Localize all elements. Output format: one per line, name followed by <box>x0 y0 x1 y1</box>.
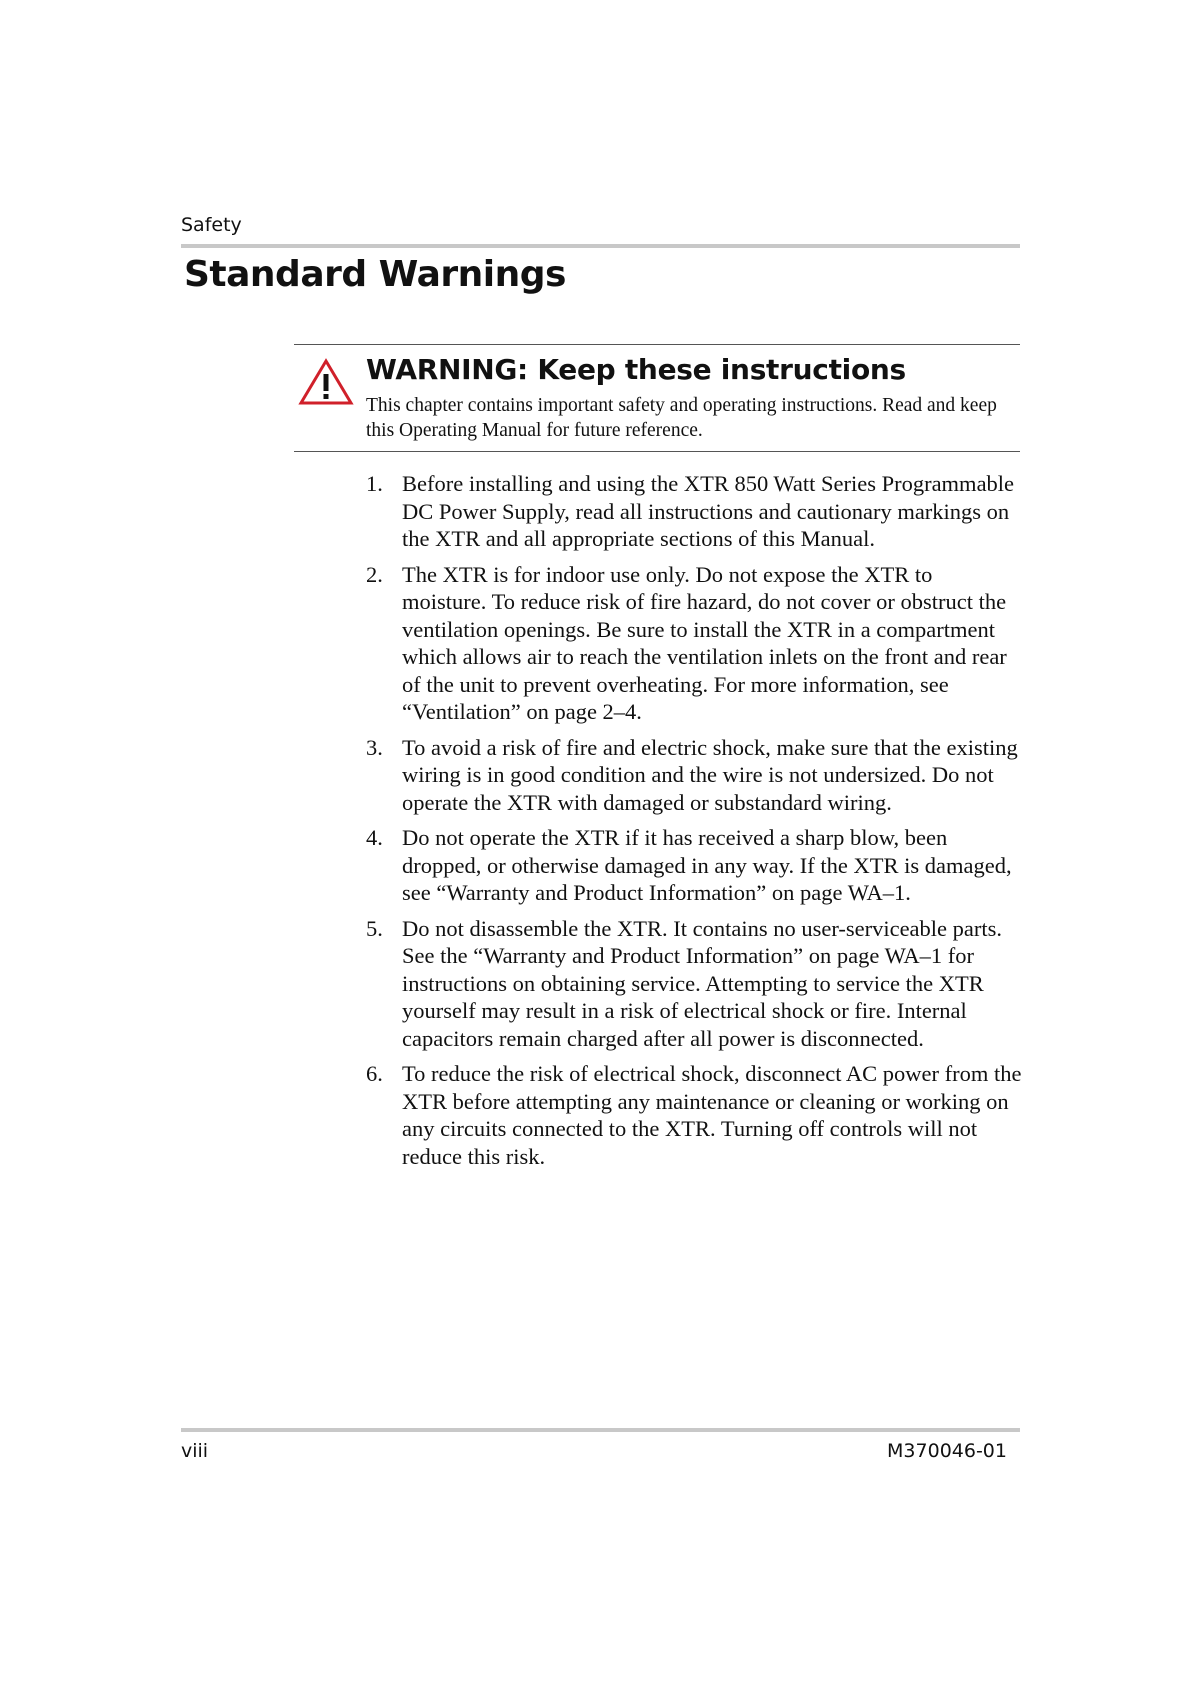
list-item-number: 1. <box>366 471 383 496</box>
warning-heading: WARNING: Keep these instructions <box>366 353 906 386</box>
list-item-text: Do not disassemble the XTR. It contains no user-serviceable parts. See the “Warranty and Product Information” on page WA–1 for instructions on obtaining service. Attempting to service the XTR yourself may result in a risk of electrical shock or fire. Internal capacitors remain charged after all power is disconnected. <box>402 915 1003 1051</box>
list-item-number: 6. <box>366 1061 383 1086</box>
list-item <box>366 824 1022 907</box>
footer-rule <box>181 1428 1020 1432</box>
list-item-number: 5. <box>366 915 383 941</box>
list-item-text: The XTR is for indoor use only. Do not expose the XTR to moisture. To reduce risk of fire hazard, do not cover or obstruct the ventilation openings. Be sure to install the XTR in a compartment which allows air to reach the ventilation inlets on the front and rear of the unit to prevent overheating. For more information, see “Ventilation” on page 2–4. <box>402 561 1007 724</box>
warnings-list <box>366 470 1022 1178</box>
page-title: Standard Warnings <box>184 254 566 295</box>
list-item <box>366 734 1022 817</box>
list-item-text: Before installing and using the XTR 850 Watt Series Programmable DC Power Supply, read all instructions and cautionary markings on the XTR and all appropriate sections of this Manual. <box>402 471 1015 551</box>
list-item <box>366 1060 1022 1170</box>
document-number: M370046-01 <box>887 1440 1007 1462</box>
warning-triangle-icon <box>298 358 354 406</box>
running-header: Safety <box>181 214 242 236</box>
warning-box <box>294 344 1020 452</box>
list-item-text: To avoid a risk of fire and electric shock, make sure that the existing wiring is in good condition and the wire is not undersized. Do not operate the XTR with damaged or substandard wiring. <box>402 734 1018 815</box>
header-rule <box>181 244 1020 248</box>
list-item <box>366 915 1022 1053</box>
list-item-number: 4. <box>366 825 383 850</box>
list-item-text: To reduce the risk of electrical shock, disconnect AC power from the XTR before attempting any maintenance or cleaning or working on any circuits connected to the XTR. Turning off controls will not reduce this risk. <box>402 1061 1022 1169</box>
list-item <box>366 470 1022 553</box>
warning-text: This chapter contains important safety and operating instructions. Read and keep this Operating Manual for future reference. <box>366 395 997 441</box>
list-item-text: Do not operate the XTR if it has received a sharp blow, been dropped, or otherwise damaged in any way. If the XTR is damaged, see “Warranty and Product Information” on page WA–1. <box>402 825 1012 905</box>
list-item-number: 3. <box>366 734 383 760</box>
list-item-number: 2. <box>366 561 383 587</box>
list-item <box>366 561 1022 726</box>
page-number: viii <box>181 1440 209 1462</box>
